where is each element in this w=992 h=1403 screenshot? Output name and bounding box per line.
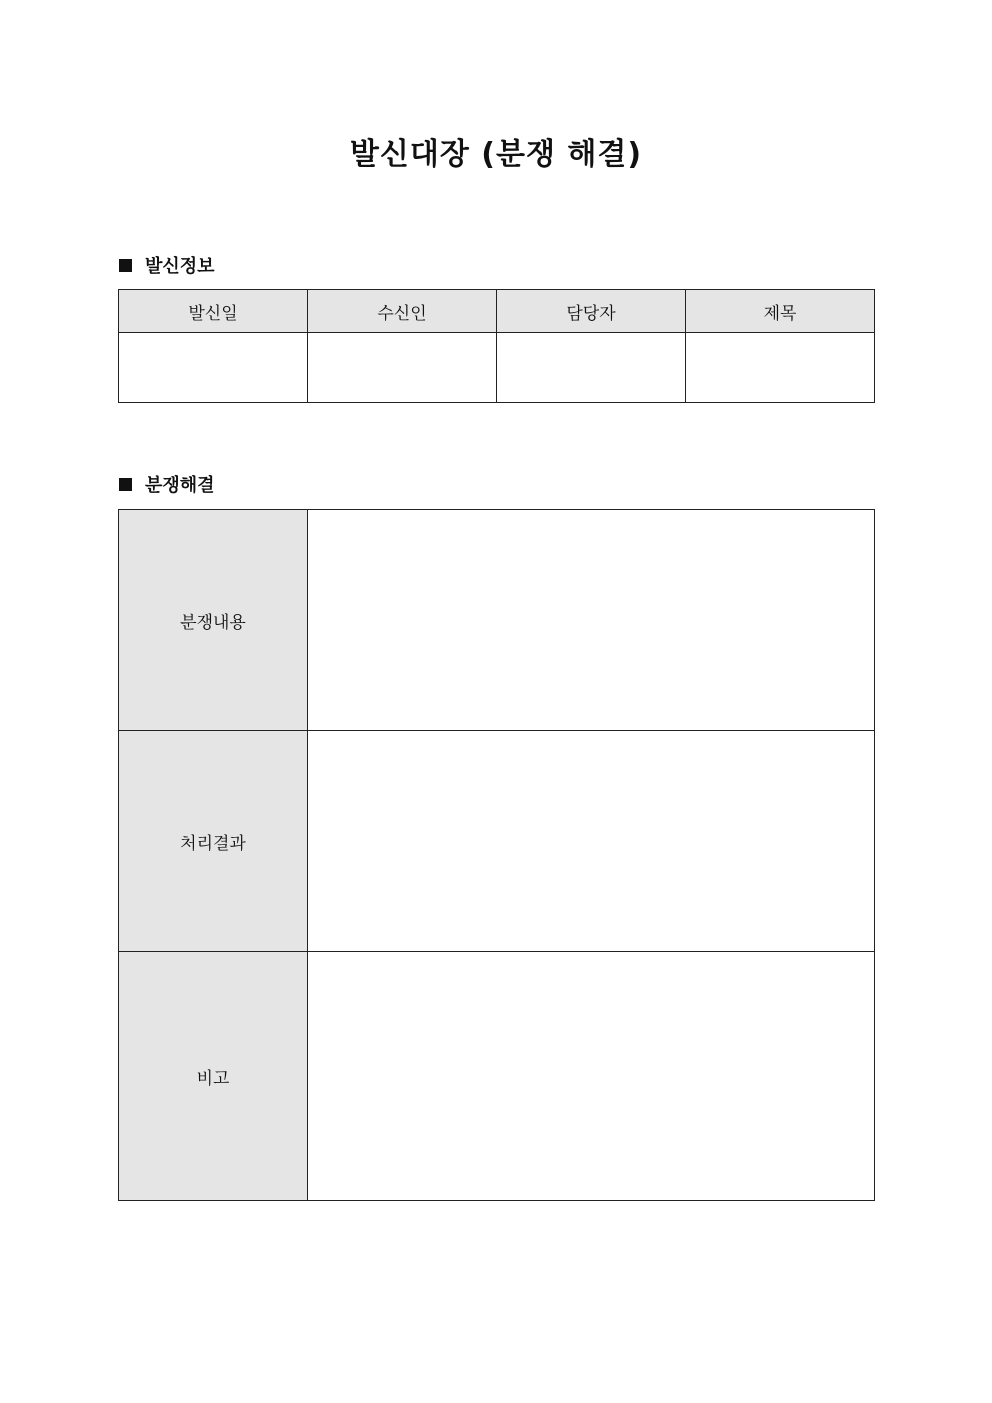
square-bullet-icon [119, 478, 132, 491]
column-header-send-date: 발신일 [119, 290, 308, 333]
document-title: 발신대장 (분쟁 해결) [349, 137, 643, 172]
sending-info-table [118, 289, 875, 403]
table-header-row [119, 290, 875, 333]
row-label-processing-result: 처리결과 [119, 731, 308, 952]
send-date-cell[interactable] [119, 333, 308, 403]
square-bullet-icon [119, 259, 132, 272]
dispute-resolution-table [118, 509, 875, 1201]
row-label-dispute-content: 분쟁내용 [119, 510, 308, 731]
column-header-subject: 제목 [686, 290, 875, 333]
section-heading-label: 분쟁해결 [145, 475, 215, 496]
recipient-cell[interactable] [308, 333, 497, 403]
table-row [119, 510, 875, 731]
manager-cell[interactable] [497, 333, 686, 403]
section-heading-sending-info [119, 253, 215, 277]
remarks-cell[interactable] [308, 952, 875, 1201]
dispute-content-cell[interactable] [308, 510, 875, 731]
table-row [119, 333, 875, 403]
subject-cell[interactable] [686, 333, 875, 403]
processing-result-cell[interactable] [308, 731, 875, 952]
column-header-manager: 담당자 [497, 290, 686, 333]
section-heading-dispute-resolution [119, 472, 215, 496]
table-row [119, 952, 875, 1201]
row-label-remarks: 비고 [119, 952, 308, 1201]
section-heading-label: 발신정보 [145, 256, 215, 277]
column-header-recipient: 수신인 [308, 290, 497, 333]
table-row [119, 731, 875, 952]
